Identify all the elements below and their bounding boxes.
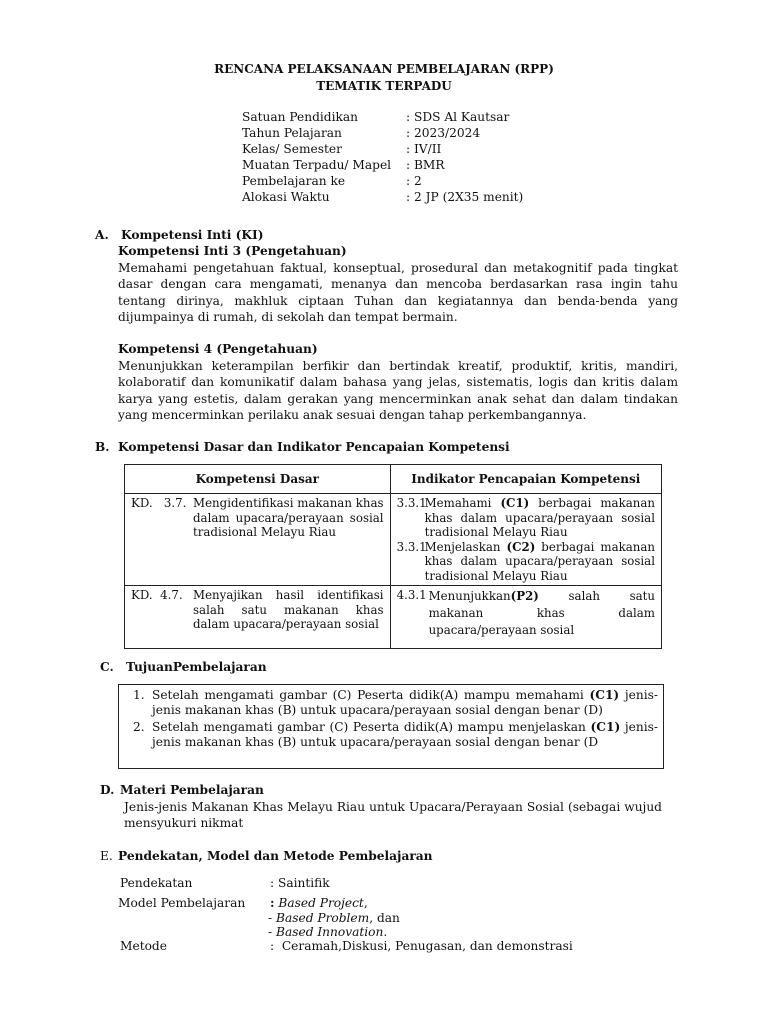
identity-label: Tahun Pelajaran [242, 126, 342, 140]
identity-label: Muatan Terpadu/ Mapel [242, 158, 392, 172]
indicator-verb: Menjelaskan [424, 539, 501, 554]
objective-item [152, 720, 658, 751]
ki4-text: Menunjukkan keterampilan berfikir dan bertindak kreatif, produktif, kritis, mandiri, kolaboratif dan komunikatif dalam bahasa yang jelas, sistematis, logis dan kritis dalam karya yang estetis, dalam gerakan yang mencerminkan anak sehat dan dalam tindakan yang mencerminkan perilaku anak sesuai dengan tahap perkembangannya. [118, 359, 678, 422]
section-d-heading: Materi Pembelajaran [120, 783, 264, 797]
model-separator: , [363, 896, 368, 910]
objective-text: Setelah mengamati gambar (C) Peserta didik(A) mampu memahami [152, 688, 584, 702]
section-b-heading: Kompetensi Dasar dan Indikator Pencapaian Kompetensi [118, 440, 510, 454]
table-row [125, 494, 662, 586]
section-c-heading: TujuanPembelajaran [126, 660, 267, 674]
model-value: Based Project [278, 896, 364, 910]
identity-label: Kelas/ Semester [242, 142, 342, 156]
objective-number: 1. [133, 688, 145, 702]
kd-code: KD. 4.7. [131, 588, 183, 602]
indicator-number: 4.3.1 [396, 588, 427, 602]
identity-value: : SDS Al Kautsar [406, 110, 510, 124]
objective-level: (C1) [589, 688, 620, 702]
indicator-text: berbagai makanan khas dalam upacara/perayaan sosial tradisional Melayu Riau [424, 496, 656, 539]
pendekatan-value: : Saintifik [270, 876, 330, 890]
section-b-letter: B. [95, 440, 110, 454]
objective-text: Setelah mengamati gambar (C) Peserta didik(A) mampu menjelaskan [152, 720, 586, 734]
section-d-letter: D. [100, 783, 115, 797]
indicator-item [397, 588, 655, 639]
model-label: Model Pembelajaran [118, 896, 246, 910]
kd-text: Mengidentifikasi makanan khas dalam upacara/perayaan sosial tradisional Melayu Riau [193, 496, 384, 539]
identity-value: : 2 JP (2X35 menit) [406, 190, 524, 204]
model-separator: , dan [369, 911, 400, 925]
indicator-verb: Memahami [424, 496, 492, 510]
indicator-cell [390, 586, 661, 649]
section-e-letter: E. [100, 849, 113, 863]
model-item [270, 896, 368, 910]
ki3-heading: Kompetensi Inti 3 (Pengetahuan) [118, 244, 347, 258]
section-e-heading: Pendekatan, Model dan Metode Pembelajaran [118, 849, 433, 863]
table-header-row [125, 465, 662, 494]
identity-value: : BMR [406, 158, 445, 172]
kd-cell [125, 586, 391, 649]
indicator-number: 3.3.1 [396, 539, 427, 554]
materi-text: Jenis-jenis Makanan Khas Melayu Riau untuk Upacara/Perayaan Sosial (sebagai wujud mensyukuri nikmat [124, 800, 662, 831]
indicator-number: 3.3.1 [396, 496, 427, 510]
indicator-level: (C2) [506, 539, 536, 554]
section-c-letter: C. [100, 660, 114, 674]
column-header-ipk: Indikator Pencapaian Kompetensi [390, 465, 661, 494]
pendekatan-label: Pendekatan [120, 876, 193, 890]
model-dash: - [268, 925, 276, 939]
metode-label: Metode [120, 939, 167, 953]
objective-number: 2. [133, 720, 145, 734]
kd-text: Menyajikan hasil identifikasi salah satu makanan khas dalam upacara/perayaan sosial [193, 588, 384, 631]
model-item [268, 925, 387, 939]
indicator-item [397, 540, 655, 584]
model-separator: . [383, 925, 388, 939]
section-a-letter: A. [95, 228, 109, 242]
competency-table [124, 464, 662, 649]
identity-value: : 2 [406, 174, 422, 188]
ki3-text: Memahami pengetahuan faktual, konseptual, prosedural dan metakognitif pada tingkat dasar dengan cara mengamati, menanya dan mencoba berdasarkan rasa ingin tahu tentang dirinya, makhluk ciptaan Tuhan dan kegiatannya dan benda-benda yang dijumpainya di rumah, di sekolah dan tempat bermain. [118, 261, 678, 324]
column-header-kd: Kompetensi Dasar [125, 465, 391, 494]
page-title: RENCANA PELAKSANAAN PEMBELAJARAN (RPP) [214, 62, 554, 76]
objective-text: jenis-jenis makanan khas (B) untuk upacara/perayaan sosial dengan benar (D) [152, 688, 659, 718]
identity-value: : IV/II [406, 142, 442, 156]
ki4-heading: Kompetensi 4 (Pengetahuan) [118, 342, 318, 356]
objective-level: (C1) [590, 720, 621, 734]
page-subtitle: TEMATIK TERPADU [316, 79, 452, 93]
table-row [125, 586, 662, 649]
model-colon: : [270, 896, 275, 910]
objective-item [152, 688, 658, 719]
identity-label: Alokasi Waktu [242, 190, 330, 204]
indicator-level: (P2) [510, 589, 539, 603]
indicator-text: berbagai makanan khas dalam upacara/perayaan sosial tradisional Melayu Riau [424, 539, 656, 583]
model-value: Based Innovation [276, 925, 384, 939]
model-item [268, 911, 400, 925]
metode-value: : Ceramah,Diskusi, Penugasan, dan demonstrasi [270, 939, 573, 953]
indicator-level: (C1) [500, 496, 530, 510]
kd-code: KD. 3.7. [131, 496, 187, 510]
identity-value: : 2023/2024 [406, 126, 481, 140]
identity-label: Satuan Pendidikan [242, 110, 358, 124]
objective-text: jenis-jenis makanan khas (B) untuk upacara/perayaan sosial dengan benar (D [152, 720, 659, 750]
kd-cell [125, 494, 391, 586]
indicator-cell [390, 494, 661, 586]
indicator-text: salah satu makanan khas dalam upacara/perayaan sosial [428, 589, 656, 637]
model-dash: - [268, 911, 276, 925]
section-a-heading: Kompetensi Inti (KI) [121, 228, 264, 242]
indicator-verb: Menunjukkan [428, 589, 511, 603]
model-value: Based Problem [276, 911, 370, 925]
indicator-item [397, 496, 655, 540]
identity-label: Pembelajaran ke [242, 174, 346, 188]
